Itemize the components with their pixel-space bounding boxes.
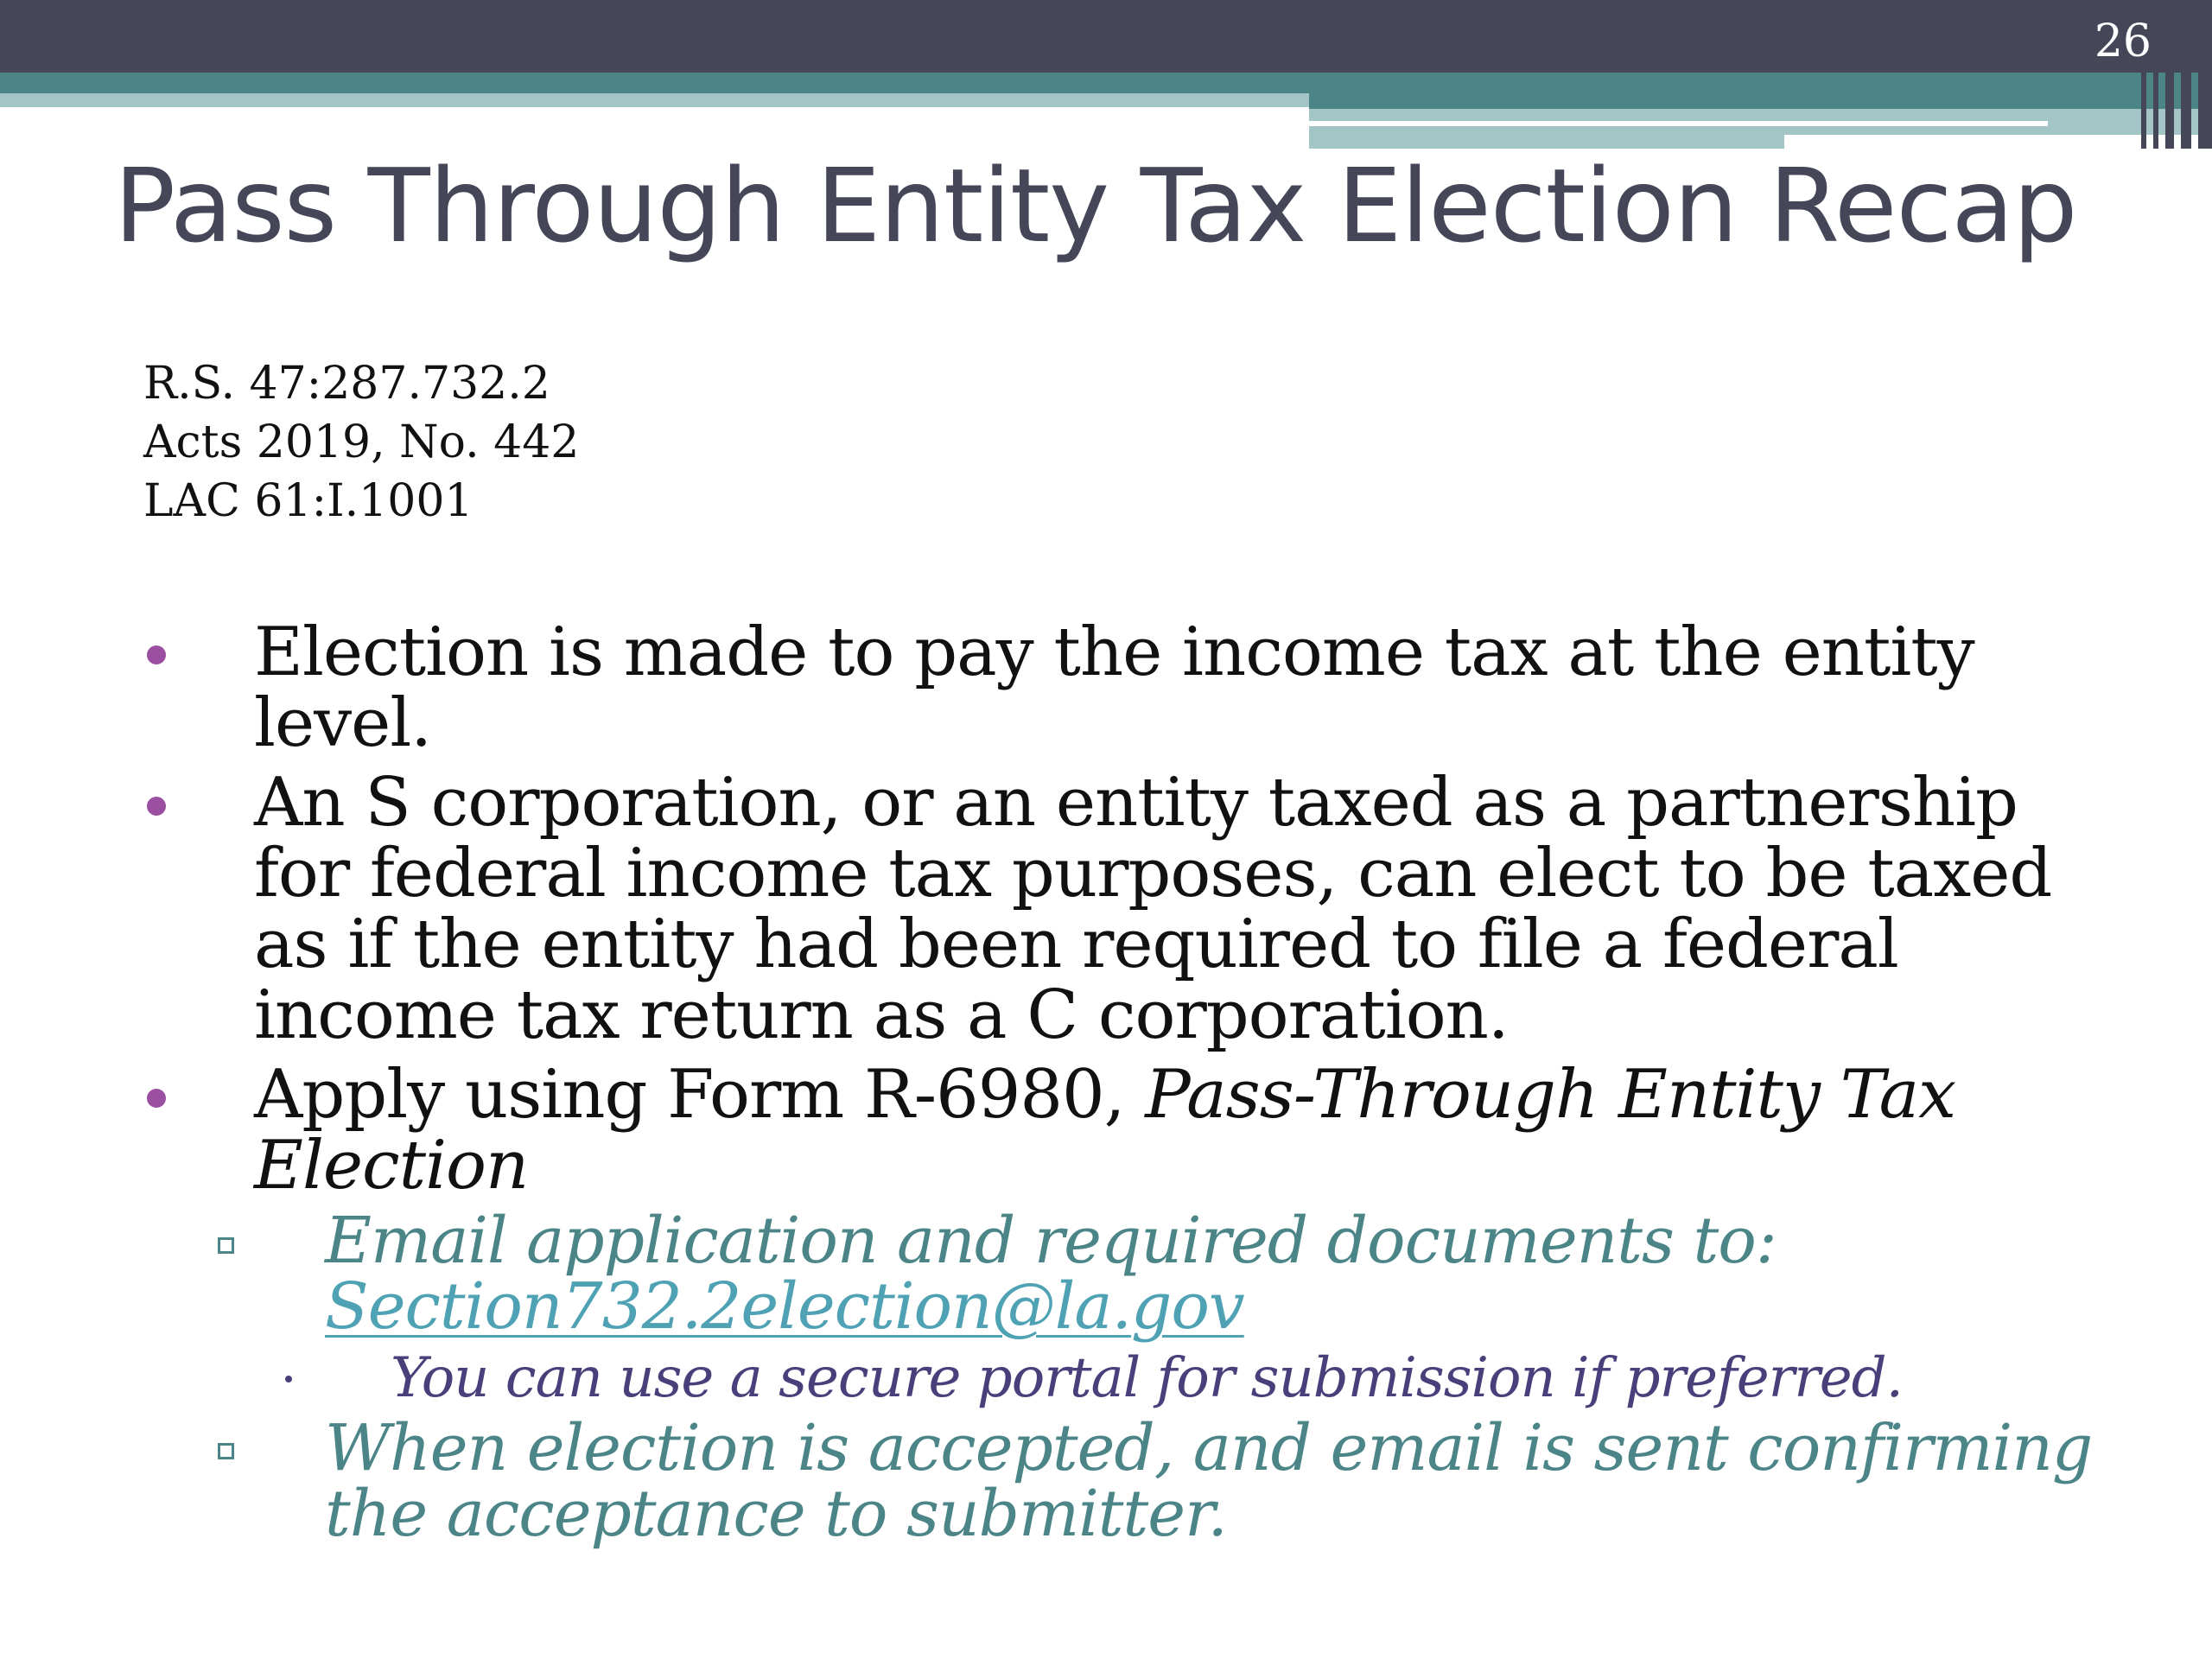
bullet-marker (147, 797, 166, 816)
bullet-item: An S corporation, or an entity taxed as a partnership for federal income tax purposes, can elect to be taxed as if the entity had been required to file a federal income tax return as a C corporation. (254, 764, 2052, 1054)
reference-line: Acts 2019, No. 442 (143, 416, 580, 468)
sub-sub-bullet-item: You can use a secure portal for submission if preferred. (391, 1346, 1903, 1410)
page-number: 26 (2094, 16, 2152, 67)
sub-bullet-item (325, 1204, 2096, 1344)
sub-sub-bullet-marker (285, 1376, 292, 1382)
bullet-item (254, 1056, 2069, 1205)
sub-bullet-marker (218, 1237, 234, 1254)
reference-line: LAC 61:I.1001 (143, 475, 474, 527)
sub-bullet-item: When election is accepted, and email is sent confirming the acceptance to submitter. (325, 1411, 2093, 1551)
bullet-marker (147, 645, 166, 664)
bullet-marker (147, 1089, 166, 1108)
sub-bullet-marker (218, 1443, 234, 1459)
form-title: Pass-Through Entity Tax Election (254, 1056, 1956, 1205)
bullet-text: Apply using Form R-6980, (254, 1056, 1146, 1134)
slide-title: Pass Through Entity Tax Election Recap (114, 146, 2077, 265)
email-link[interactable]: Section732.2election@la.gov (325, 1269, 1244, 1344)
reference-line: R.S. 47:287.732.2 (143, 358, 550, 410)
sub-bullet-text: Email application and required documents to: (325, 1204, 1777, 1278)
bullet-item: Election is made to pay the income tax at the entity level. (254, 613, 1974, 762)
